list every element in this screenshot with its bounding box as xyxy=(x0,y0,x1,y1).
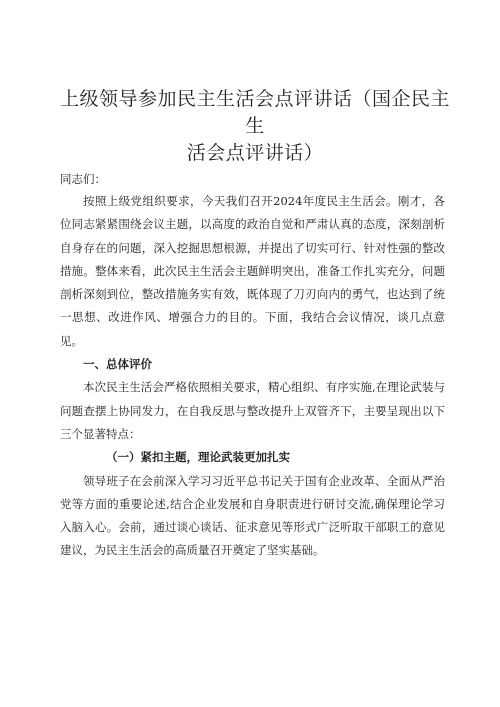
title-line-2: 活会点评讲话） xyxy=(186,142,324,164)
subsection-heading-theme: （一）紧扣主题，理论武装更加扎实 xyxy=(106,450,290,465)
paragraph-theme-detail: 领导班子在会前深入学习习近平总书记关于国有企业改革、全面从严治党等方面的重要论述,结合企业发展和自身职责进行研讨交流,确保理论学习入脑入心。会前，通过谈心谈话、征求意见等形式广泛听取干部职工的意见建议，为民主生活会的高质量召开奠定了坚实基础。 xyxy=(60,473,445,558)
paragraph-evaluation-summary: 本次民主生活会严格依照相关要求，精心组织、有序实施,在理论武装与问题查摆上协同发力，在自我反思与整改提升上双管齐下，主要呈现出以下三个显著特点： xyxy=(60,380,445,441)
section-heading-overall-evaluation: 一、总体评价 xyxy=(83,357,152,372)
title-line-1: 上级领导参加民主生活会点评讲话（国企民主生 xyxy=(60,88,451,137)
paragraph-opening: 按照上级党组织要求，今天我们召开2024年度民主生活会。刚才，各位同志紧紧围绕会议主题，以高度的政治自觉和严肃认真的态度，深刻剖析自身存在的问题，深入挖掘思想根源，并提出了切实可行、针对性强的整改措施。整体来看，此次民主生活会主题鲜明突出，准备工作扎实充分，问题剖析深刻到位，整改措施务实有效，既体现了刀刃向内的勇气，也达到了统一思想、改进作风、增强合力的目的。下面，我结合会议情况，谈几点意见。 xyxy=(60,194,445,348)
document-title xyxy=(60,86,450,167)
greeting: 同志们： xyxy=(60,172,106,186)
document-body xyxy=(60,190,445,563)
